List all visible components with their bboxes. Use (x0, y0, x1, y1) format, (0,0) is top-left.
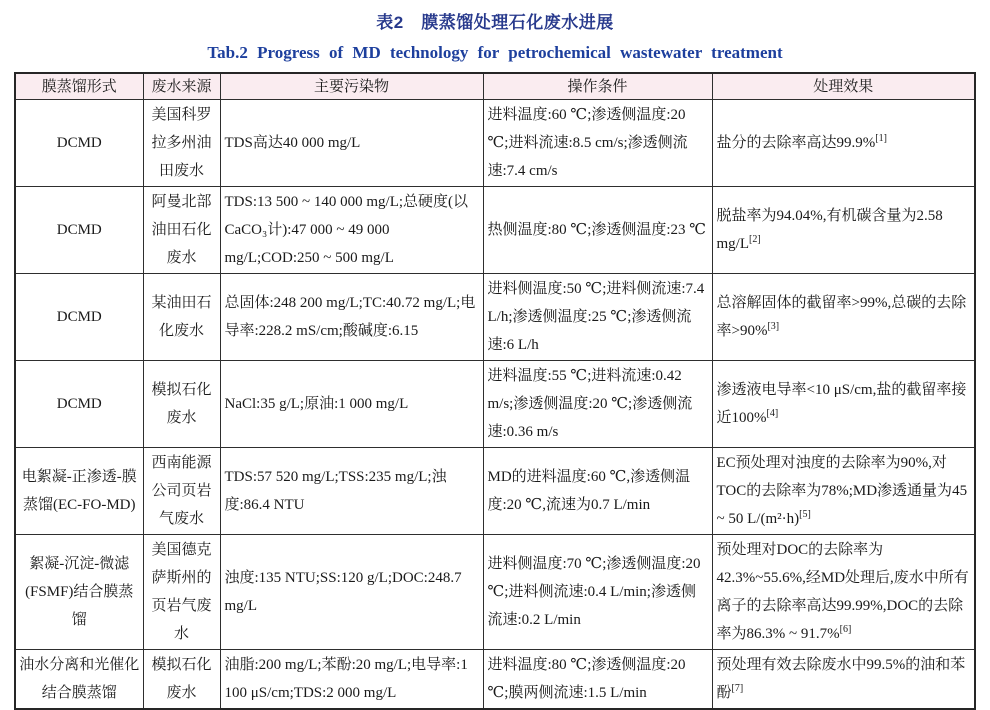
cell-text: 进料温度:80 ℃;渗透侧温度:20 ℃;膜两侧流速:1.5 L/min (487, 657, 686, 701)
table-row (15, 100, 975, 187)
cell-form (15, 100, 143, 187)
cell-effect (712, 448, 975, 535)
cell-effect (712, 100, 975, 187)
table-body (15, 100, 975, 710)
cell-conditions (483, 650, 712, 710)
cell-text: 阿曼北部油田石化废水 (151, 194, 212, 266)
cell-conditions (483, 274, 712, 361)
cell-form (15, 361, 143, 448)
cell-source (143, 535, 220, 650)
table-row (15, 448, 975, 535)
cell-text: 油水分离和光催化结合膜蒸馏 (19, 657, 140, 701)
cell-conditions (483, 361, 712, 448)
table-title-chinese: 表2 膜蒸馏处理石化废水进展 (376, 13, 614, 32)
cell-text: 脱盐率为94.04%,有机碳含量为2.58 mg/L (716, 208, 943, 252)
cell-text: DCMD (56, 135, 102, 151)
cell-conditions (483, 535, 712, 650)
cell-text: 浊度:135 NTU;SS:120 g/L;DOC:248.7 mg/L (224, 570, 462, 614)
table-header-row (15, 73, 975, 100)
cell-text: 模拟石化废水 (151, 382, 212, 426)
cell-text: EC预处理对浊度的去除率为90%,对TOC的去除率为78%;MD渗透通量为45 ~ 50 L/(m²·h) (716, 455, 968, 527)
cell-pollutants (220, 274, 483, 361)
cell-effect (712, 187, 975, 274)
cell-effect (712, 650, 975, 710)
reference-marker: [6] (839, 624, 852, 635)
cell-text: 美国科罗拉多州油田废水 (151, 107, 212, 179)
cell-text: 热侧温度:80 ℃;渗透侧温度:23 ℃ (487, 222, 707, 238)
column-header: 膜蒸馏形式 (15, 73, 143, 100)
cell-text: 进料侧温度:50 ℃;进料侧流速:7.4 L/h;渗透侧温度:25 ℃;渗透侧流速:6 L/h (487, 281, 705, 353)
cell-pollutants (220, 100, 483, 187)
cell-text: 盐分的去除率高达99.9% (716, 135, 876, 151)
cell-form (15, 448, 143, 535)
column-header: 处理效果 (712, 73, 975, 100)
cell-source (143, 274, 220, 361)
cell-pollutants (220, 361, 483, 448)
cell-text: DCMD (56, 222, 102, 238)
table-row (15, 535, 975, 650)
column-header: 操作条件 (483, 73, 712, 100)
reference-marker: [2] (749, 234, 761, 245)
table-row (15, 274, 975, 361)
reference-marker: [4] (766, 408, 779, 419)
cell-pollutants (220, 650, 483, 710)
cell-text: 西南能源公司页岩气废水 (151, 455, 212, 527)
cell-text: TDS:57 520 mg/L;TSS:235 mg/L;浊度:86.4 NTU (224, 469, 447, 513)
column-header: 主要污染物 (220, 73, 483, 100)
md-progress-table (14, 72, 976, 710)
cell-text: 预处理有效去除废水中99.5%的油和苯酚 (716, 657, 966, 701)
cell-effect (712, 535, 975, 650)
cell-text: DCMD (56, 309, 102, 325)
table-title-english: Tab.2 Progress of MD technology for petrochemical wastewater treatment (207, 43, 783, 62)
cell-text: TDS高达40 000 mg/L (224, 135, 361, 151)
cell-source (143, 100, 220, 187)
cell-source (143, 361, 220, 448)
cell-pollutants (220, 187, 483, 274)
cell-effect (712, 361, 975, 448)
cell-text: 絮凝-沉淀-微滤(FSMF)结合膜蒸馏 (25, 556, 134, 628)
cell-text: 模拟石化废水 (151, 657, 212, 701)
cell-text: 进料侧温度:70 ℃;渗透侧温度:20 ℃;进料侧流速:0.4 L/min;渗透侧流速:0.2 L/min (487, 556, 701, 628)
cell-text: DCMD (56, 396, 102, 412)
cell-form (15, 535, 143, 650)
cell-text: 进料温度:60 ℃;渗透侧温度:20 ℃;进料流速:8.5 cm/s;渗透侧流速:7.4 cm/s (487, 107, 688, 179)
cell-form (15, 274, 143, 361)
column-header: 废水来源 (143, 73, 220, 100)
cell-text: TDS:13 500 ~ 140 000 mg/L;总硬度(以CaCO₃计):47 000 ~ 49 000 mg/L;COD:250 ~ 500 mg/L (224, 194, 469, 266)
cell-form (15, 650, 143, 710)
cell-text: 油脂:200 mg/L;苯酚:20 mg/L;电导率:1 100 μS/cm;TDS:2 000 mg/L (224, 657, 468, 701)
cell-source (143, 187, 220, 274)
cell-pollutants (220, 448, 483, 535)
cell-text: 渗透液电导率<10 μS/cm,盐的截留率接近100% (716, 382, 967, 426)
cell-text: 总固体:248 200 mg/L;TC:40.72 mg/L;电导率:228.2 mS/cm;酸碱度:6.15 (224, 295, 476, 339)
cell-conditions (483, 187, 712, 274)
cell-text: MD的进料温度:60 ℃,渗透侧温度:20 ℃,流速为0.7 L/min (487, 469, 691, 513)
cell-text: 总溶解固体的截留率>99%,总碳的去除率>90% (716, 295, 967, 339)
reference-marker: [7] (731, 683, 744, 694)
cell-conditions (483, 100, 712, 187)
cell-source (143, 448, 220, 535)
cell-text: NaCl:35 g/L;原油:1 000 mg/L (224, 396, 409, 412)
table-row (15, 361, 975, 448)
cell-text: 预处理对DOC的去除率为42.3%~55.6%,经MD处理后,废水中所有离子的去除率高达99.99%,DOC的去除率为86.3% ~ 91.7% (716, 542, 969, 642)
cell-effect (712, 274, 975, 361)
cell-text: 某油田石化废水 (151, 295, 212, 339)
cell-conditions (483, 448, 712, 535)
paper-table-figure (14, 0, 976, 710)
reference-marker: [1] (875, 133, 887, 144)
cell-pollutants (220, 535, 483, 650)
cell-form (15, 187, 143, 274)
reference-marker: [3] (767, 321, 780, 332)
cell-text: 进料温度:55 ℃;进料流速:0.42 m/s;渗透侧温度:20 ℃;渗透侧流速:0.36 m/s (487, 368, 693, 440)
table-row (15, 650, 975, 710)
reference-marker: [5] (799, 509, 811, 520)
cell-source (143, 650, 220, 710)
table-row (15, 187, 975, 274)
cell-text: 美国德克萨斯州的页岩气废水 (151, 542, 212, 642)
cell-text: 电絮凝-正渗透-膜蒸馏(EC-FO-MD) (21, 469, 137, 513)
